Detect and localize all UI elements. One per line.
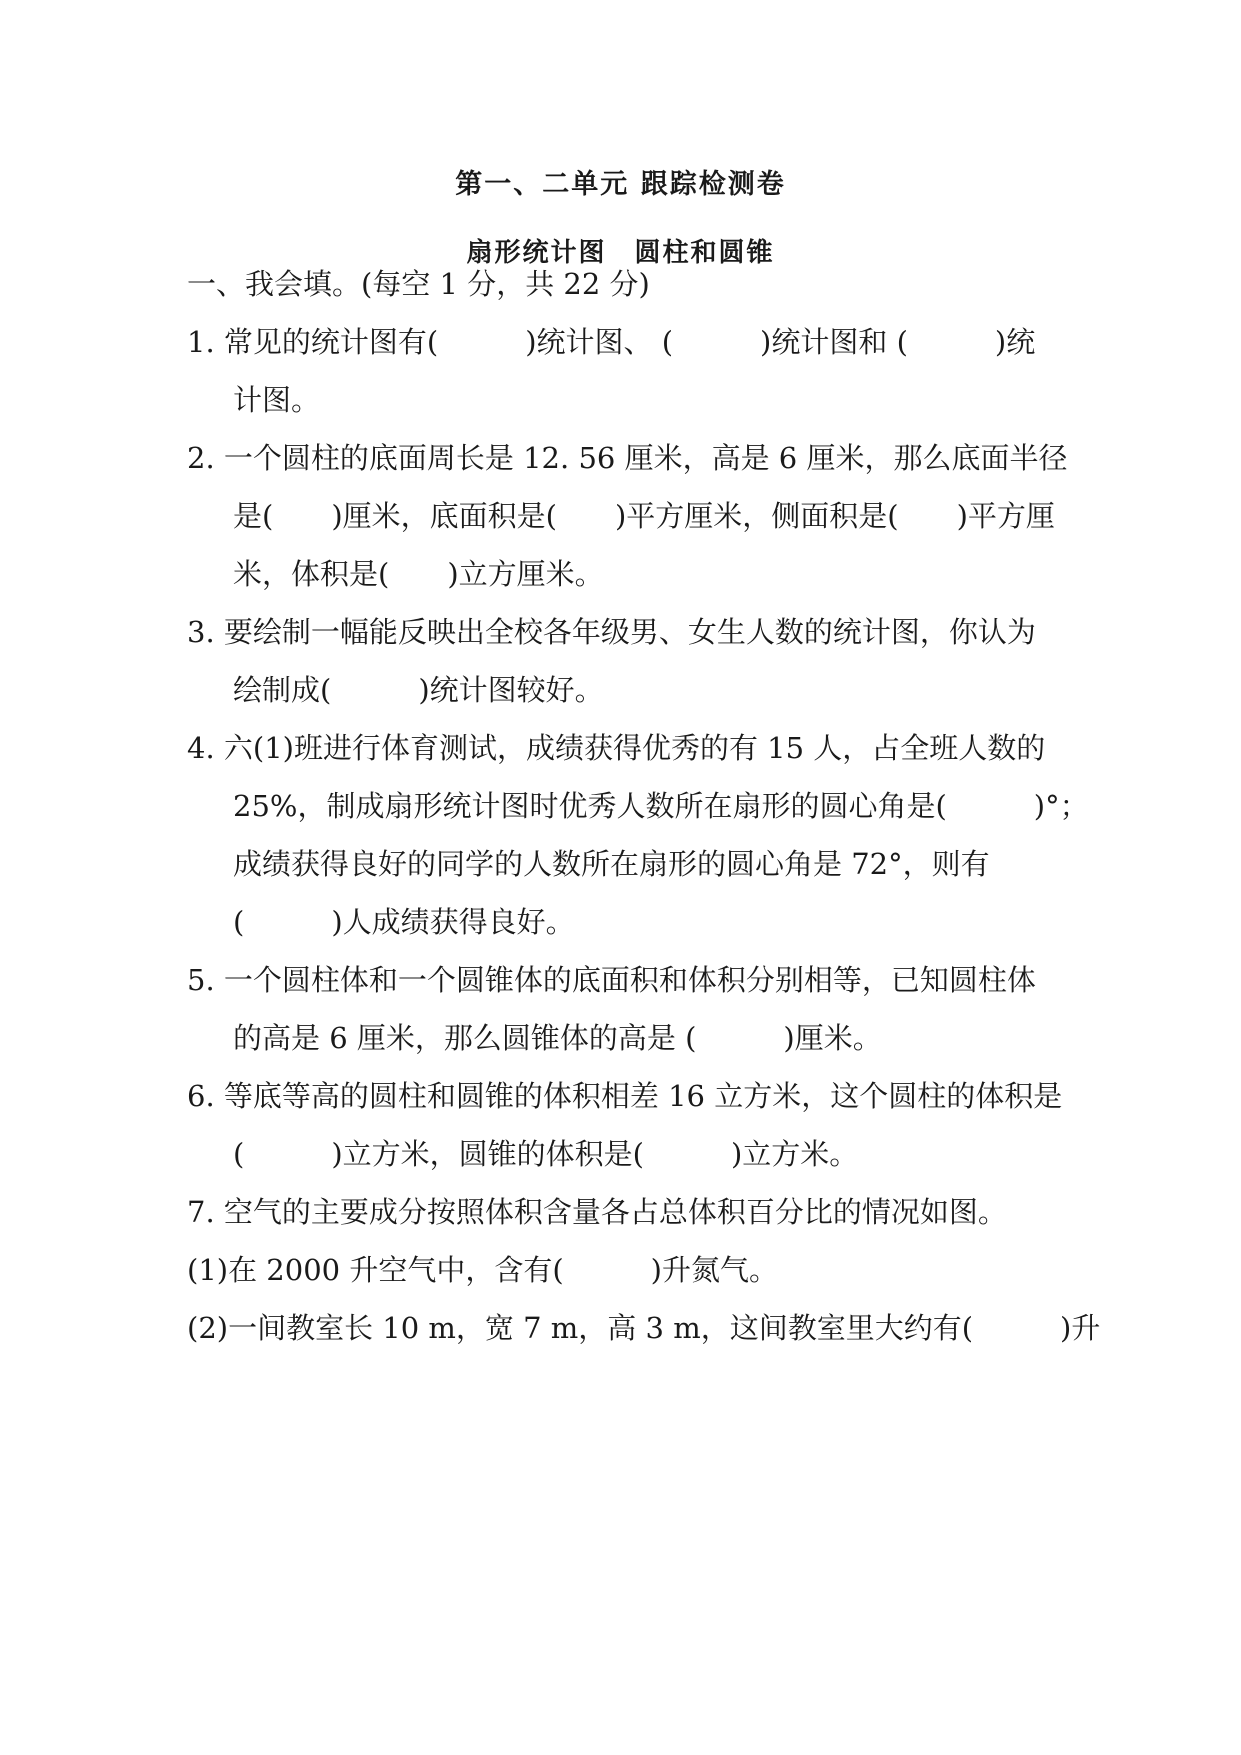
- question-2-line-3: 米，体积是( )立方厘米。: [233, 557, 604, 591]
- question-7-part-2: (2)一间教室长 10 m，宽 7 m，高 3 m，这间教室里大约有( )升: [187, 1311, 1101, 1345]
- question-4-line-2: 25%，制成扇形统计图时优秀人数所在扇形的圆心角是( )°；: [233, 789, 1089, 823]
- question-1-line-2: 计图。: [233, 383, 321, 417]
- question-2-line-1: 2. 一个圆柱的底面周长是 12. 56 厘米，高是 6 厘米，那么底面半径: [187, 441, 1068, 475]
- question-4-line-4: ( )人成绩获得良好。: [233, 905, 575, 939]
- question-1-line-1: 1. 常见的统计图有( )统计图、 ( )统计图和 ( )统: [187, 325, 1036, 359]
- document-title: 第一、二单元 跟踪检测卷: [455, 169, 786, 200]
- document-subtitle: 扇形统计图 圆柱和圆锥: [466, 238, 775, 268]
- question-4-line-3: 成绩获得良好的同学的人数所在扇形的圆心角是 72°，则有: [233, 847, 990, 881]
- question-3-line-2: 绘制成( )统计图较好。: [233, 673, 604, 707]
- question-3-line-1: 3. 要绘制一幅能反映出全校各年级男、女生人数的统计图，你认为: [187, 615, 1036, 649]
- question-4-line-1: 4. 六(1)班进行体育测试，成绩获得优秀的有 15 人，占全班人数的: [187, 731, 1046, 765]
- question-7-part-1: (1)在 2000 升空气中，含有( )升氮气。: [187, 1253, 778, 1287]
- question-5-line-2: 的高是 6 厘米，那么圆锥体的高是 ( )厘米。: [233, 1021, 882, 1055]
- question-6-line-2: ( )立方米，圆锥的体积是( )立方米。: [233, 1137, 859, 1171]
- question-6-line-1: 6. 等底等高的圆柱和圆锥的体积相差 16 立方米，这个圆柱的体积是: [187, 1079, 1063, 1113]
- question-7: 7. 空气的主要成分按照体积含量各占总体积百分比的情况如图。: [187, 1195, 1007, 1229]
- section-heading: 一、我会填。(每空 1 分，共 22 分): [187, 267, 650, 301]
- question-5-line-1: 5. 一个圆柱体和一个圆锥体的底面积和体积分别相等，已知圆柱体: [187, 963, 1036, 997]
- question-2-line-2: 是( )厘米，底面积是( )平方厘米，侧面积是( )平方厘: [233, 499, 1055, 533]
